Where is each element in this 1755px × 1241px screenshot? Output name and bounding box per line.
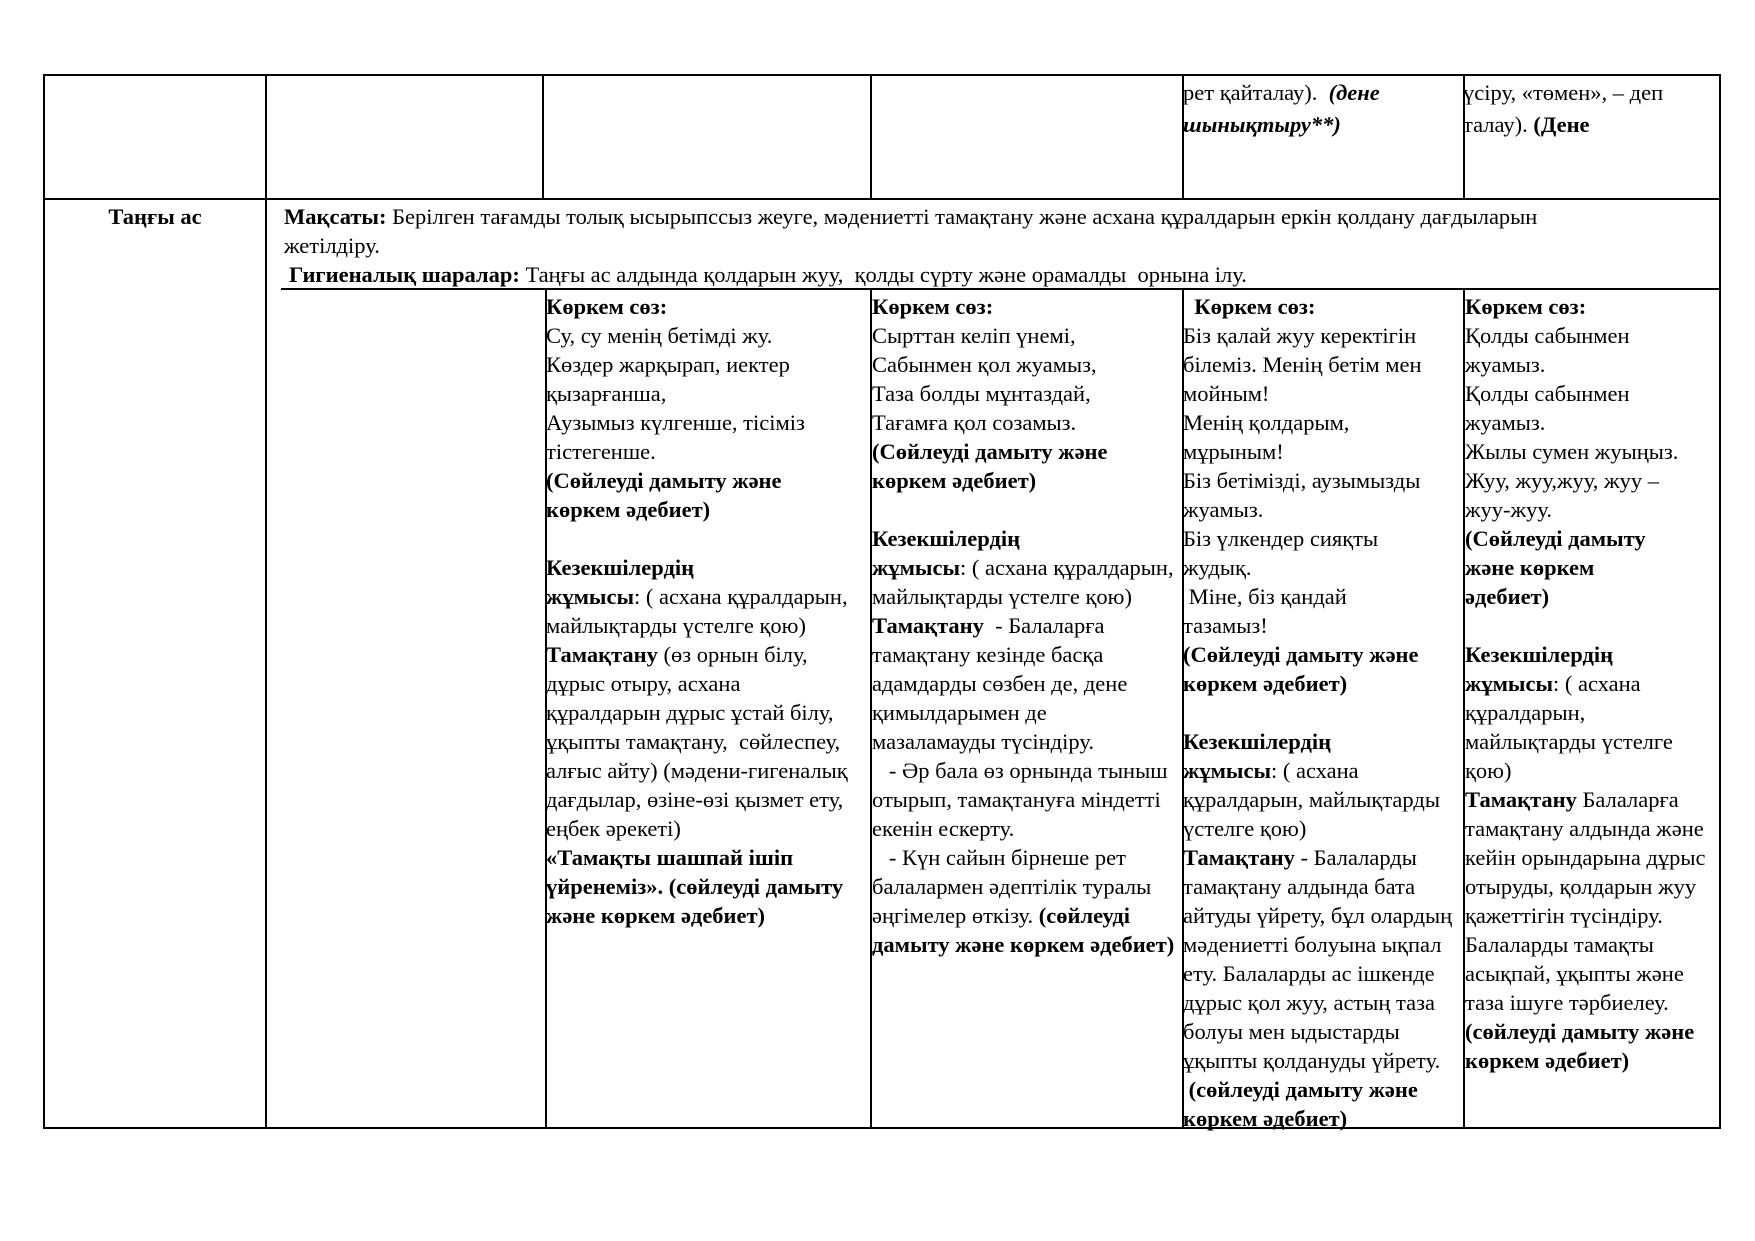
text-run: Таза болды мұнтаздай, [872, 381, 1091, 406]
cell-line [1183, 785, 1461, 814]
cell-line [1465, 292, 1718, 321]
cell-line [1465, 669, 1718, 698]
cell-line [1183, 843, 1461, 872]
text-run: үсіру, «төмен», – деп [1463, 80, 1664, 105]
cell-line [1183, 930, 1461, 959]
text-run: отырып, тамақтануға міндетті [872, 787, 1161, 812]
text-run: Балаларды тамақты [1465, 932, 1654, 957]
text-run: білеміз. Менің бетім мен [1183, 352, 1422, 377]
text-run: әдебиет) [1465, 584, 1550, 609]
text-run: және көркем әдебиет) [546, 903, 766, 928]
cell-line [546, 495, 868, 524]
cell-line [1183, 292, 1461, 321]
text-run: жудық. [1183, 555, 1252, 580]
cell-line [1183, 611, 1461, 640]
text-run: Тамақтану [546, 642, 658, 667]
cell-line [546, 640, 868, 669]
text-run: Біз бетімізді, аузымызды [1183, 468, 1421, 493]
text-run: Кезекшілердің [1183, 729, 1332, 754]
cell-line [1183, 1017, 1461, 1046]
text-run: (Сөйлеуді дамыту және [546, 468, 782, 493]
text-run: тістегенше. [546, 439, 656, 464]
text-run: Тамақтану [1183, 845, 1295, 870]
cell-line [546, 814, 868, 843]
day-cell-col6 [1465, 292, 1718, 1075]
cell-line [1465, 814, 1718, 843]
cell-line [1465, 437, 1718, 466]
text-run: Балаларға [1576, 787, 1679, 812]
cell-line [1465, 988, 1718, 1017]
text-run: (Сөйлеуді дамыту және [1183, 642, 1419, 667]
text-run: және көркем [1465, 555, 1595, 580]
text-run: қызарғанша, [546, 381, 667, 406]
text-run: балалармен әдептілік туралы [872, 874, 1152, 899]
cell-line [546, 901, 868, 930]
text-run: Тамақтану [1465, 787, 1577, 812]
text-run: Тағамға қол созамыз. [872, 410, 1077, 435]
text-run: (сөйлеуді дамыту және [1183, 1077, 1418, 1102]
text-run: отыруды, қолдарын жуу [1465, 874, 1697, 899]
text-run: (Дене [1533, 112, 1590, 137]
cell-line [872, 350, 1180, 379]
text-run: Сабынмен қол жуамыз, [872, 352, 1097, 377]
cell-line [1183, 77, 1460, 109]
cell-line [872, 901, 1180, 930]
cell-line [1465, 872, 1718, 901]
text-run: Біз қалай жуу керектігін [1183, 323, 1417, 348]
cell-line [872, 611, 1180, 640]
text-run: - Әр бала өз орнында тыныш [872, 758, 1168, 783]
cell-line [872, 727, 1180, 756]
text-run: Көркем сөз: [872, 294, 994, 319]
cell-line [1465, 959, 1718, 988]
text-run: адамдарды сөзбен де, дене [872, 671, 1128, 696]
text-run: көркем әдебиет) [546, 497, 711, 522]
text-run: талау). [1463, 112, 1534, 137]
cell-line [1465, 1046, 1718, 1075]
cell-line [1465, 408, 1718, 437]
text-run: қою) [1465, 758, 1512, 783]
cell-line [546, 437, 868, 466]
cell-line [1463, 77, 1717, 109]
cell-line [546, 843, 868, 872]
top-row-cell-col5 [1183, 77, 1460, 141]
cell-line [1183, 582, 1461, 611]
text-run: Кезекшілердің [1465, 642, 1614, 667]
cell-line [546, 785, 868, 814]
text-run: дағдылар, өзіне-өзі қызмет ету, [546, 787, 844, 812]
cell-line [872, 756, 1180, 785]
text-run: Менің қолдарым, [1183, 410, 1350, 435]
column-divider-3 [870, 74, 872, 199]
text-run: екенін ескерту. [872, 816, 1015, 841]
cell-line [872, 669, 1180, 698]
text-run: майлықтарды үстелге қою) [872, 584, 1132, 609]
cell-line [1183, 901, 1461, 930]
cell-line [1465, 379, 1718, 408]
goal-label: Мақсаты: [284, 204, 387, 229]
text-run: : ( асхана құралдарын, [634, 584, 848, 609]
cell-line [1183, 988, 1461, 1017]
cell-line [872, 698, 1180, 727]
text-run: Қолды сабынмен [1465, 323, 1630, 348]
text-run: Сырттан келіп үнемі, [872, 323, 1076, 348]
text-run: мойным! [1183, 381, 1270, 406]
cell-line [1183, 756, 1461, 785]
text-run: Біз үлкендер сияқты [1183, 526, 1379, 551]
text-run: (сөйлеуді дамыту және [1465, 1019, 1695, 1044]
cell-line [1183, 669, 1461, 698]
text-run: үйренеміз». (сөйлеуді дамыту [546, 874, 844, 899]
cell-line [1465, 495, 1718, 524]
cell-line [1183, 109, 1460, 141]
cell-line [872, 785, 1180, 814]
text-run: көркем әдебиет) [1465, 1048, 1630, 1073]
text-run: ұқыпты қолдануды үйрету. [1183, 1048, 1441, 1073]
cell-line [546, 408, 868, 437]
text-run: қажеттігін түсіндіру. [1465, 903, 1663, 928]
cell-line [1465, 901, 1718, 930]
text-run: жұмысы [1465, 671, 1554, 696]
cell-line [872, 814, 1180, 843]
cell-line [546, 321, 868, 350]
cell-line [1183, 466, 1461, 495]
hygiene-text: Таңғы ас алдында қолдарын жуу, қолды сүрту және орамалды орнына ілу. [519, 262, 1247, 287]
column-divider-2 [542, 74, 544, 199]
cell-line [1183, 640, 1461, 669]
cell-line [1463, 109, 1717, 141]
cell-line [1465, 553, 1718, 582]
cell-line [1465, 582, 1718, 611]
cell-line [1465, 930, 1718, 959]
cell-line [1465, 524, 1718, 553]
cell-line [872, 930, 1180, 959]
text-run: (дене [1328, 80, 1380, 105]
text-run: Жылы сумен жуыңыз. [1465, 439, 1679, 464]
day-cell-col5 [1183, 292, 1461, 1133]
text-run: : ( асхана [1553, 671, 1641, 696]
top-row-cell-col6 [1463, 77, 1717, 141]
cell-line [546, 292, 868, 321]
text-run: майлықтарды үстелге [1465, 729, 1673, 754]
text-run: көркем әдебиет) [1183, 1106, 1348, 1131]
cell-line [546, 582, 868, 611]
cell-line [546, 669, 868, 698]
cell-line [1465, 350, 1718, 379]
cell-line [1183, 553, 1461, 582]
text-run: құралдарын дұрыс ұстай білу, [546, 700, 834, 725]
cell-line [1183, 524, 1461, 553]
text-run: Аузымыз күлгенше, тісіміз [546, 410, 805, 435]
text-run: Кезекшілердің [872, 526, 1021, 551]
table-top-border [43, 74, 1721, 76]
cell-line [1465, 727, 1718, 756]
cell-line [1183, 872, 1461, 901]
text-run: әңгімелер өткізу. [872, 903, 1039, 928]
text-run: жұмысы [546, 584, 635, 609]
day-cell-col4 [872, 292, 1180, 959]
text-run: Кезекшілердің [546, 555, 695, 580]
text-run: асықпай, ұқыпты және [1465, 961, 1684, 986]
cell-line [1183, 495, 1461, 524]
text-run: жұмысы [872, 555, 961, 580]
day-cell-col3 [546, 292, 868, 930]
text-run: жуамыз. [1183, 497, 1264, 522]
text-run: ұқыпты тамақтану, сөйлеспеу, [546, 729, 841, 754]
cell-line [1183, 814, 1461, 843]
text-run: «Тамақты шашпай ішіп [546, 845, 794, 870]
table-bottom-border [43, 1127, 1721, 1129]
text-run: Көркем сөз: [1183, 294, 1316, 319]
text-run: Міне, біз қандай [1183, 584, 1347, 609]
text-run: (сөйлеуді [1038, 903, 1130, 928]
goal-line [284, 202, 1718, 231]
text-run: Көздер жарқырап, иектер [546, 352, 790, 377]
cell-line [546, 350, 868, 379]
table-left-border [43, 74, 45, 1129]
cell-line [1183, 408, 1461, 437]
text-run: Көркем сөз: [546, 294, 668, 319]
text-run: көркем әдебиет) [1183, 671, 1348, 696]
text-run: Тамақтану [872, 613, 984, 638]
cell-line [1183, 437, 1461, 466]
cell-line [872, 466, 1180, 495]
text-run: дамыту және көркем әдебиет) [872, 932, 1175, 957]
cell-line [546, 727, 868, 756]
cell-line [872, 321, 1180, 350]
text-run: майлықтарды үстелге қою) [546, 613, 806, 638]
cell-line [1183, 321, 1461, 350]
text-run: тамақтану алдында және [1465, 816, 1704, 841]
text-run: үстелге қою) [1183, 816, 1307, 841]
column-divider-1 [265, 74, 267, 1129]
cell-line [546, 611, 868, 640]
cell-line [1465, 1017, 1718, 1046]
text-run: таза ішуге тәрбиелеу. [1465, 990, 1669, 1015]
text-run: : ( асхана [1271, 758, 1359, 783]
text-run: Су, су менің бетімді жу. [546, 323, 773, 348]
cell-line [1183, 1075, 1461, 1104]
text-run: кейін орындарына дұрыс [1465, 845, 1706, 870]
cell-line [1465, 640, 1718, 669]
cell-line [872, 843, 1180, 872]
text-run: жұмысы [1183, 758, 1272, 783]
text-run: жуамыз. [1465, 410, 1546, 435]
cell-line [1183, 959, 1461, 988]
cell-line [546, 698, 868, 727]
text-run: (өз орнын білу, [657, 642, 808, 667]
goal-block [284, 202, 1718, 289]
hygiene-line [284, 260, 1718, 289]
row-divider [43, 198, 1721, 200]
text-run: мұрыным! [1183, 439, 1284, 464]
cell-line [546, 466, 868, 495]
cell-line [1183, 350, 1461, 379]
row-label-breakfast: Таңғы ас [108, 204, 202, 229]
text-run: мәдениетті болуына ықпал [1183, 932, 1442, 957]
cell-line [872, 379, 1180, 408]
cell-line [1183, 727, 1461, 756]
text-run: тамақтану алдында бата [1183, 874, 1416, 899]
text-run: қимылдарымен де [872, 700, 1047, 725]
text-run: жуамыз. [1465, 352, 1546, 377]
cell-line [1183, 1104, 1461, 1133]
cell-line [872, 524, 1180, 553]
text-run: (Сөйлеуді дамыту және [872, 439, 1108, 464]
cell-line [546, 553, 868, 582]
text-run: рет қайталау). [1183, 80, 1329, 105]
text-run: көркем әдебиет) [872, 468, 1037, 493]
cell-line [872, 437, 1180, 466]
text-run: құралдарын, [1465, 700, 1586, 725]
cell-line [1183, 1046, 1461, 1075]
cell-line [1183, 698, 1461, 727]
text-run: ету. Балаларды ас ішкенде [1183, 961, 1435, 986]
text-run: айтуды үйрету, бұл олардың [1183, 903, 1453, 928]
cell-line [872, 640, 1180, 669]
text-run: еңбек әрекеті) [546, 816, 681, 841]
text-run: дұрыс қол жуу, астың таза [1183, 990, 1436, 1015]
text-run: Көркем сөз: [1465, 294, 1587, 319]
text-run: (Сөйлеуді дамыту [1465, 526, 1646, 551]
table-right-border [1719, 74, 1721, 1129]
cell-line [872, 553, 1180, 582]
text-run: мазаламауды түсіндіру. [872, 729, 1094, 754]
text-run: - Балаларды [1294, 845, 1417, 870]
cell-line [1465, 843, 1718, 872]
text-run: : ( асхана құралдарын, [960, 555, 1174, 580]
text-run: тамақтану кезінде басқа [872, 642, 1104, 667]
cell-line [1465, 756, 1718, 785]
cell-line [1183, 379, 1461, 408]
goal-text-cont: жетілдіру. [284, 233, 380, 258]
text-run: болуы мен ыдыстарды [1183, 1019, 1400, 1044]
hygiene-label: Гигиеналық шаралар: [289, 262, 520, 287]
cell-line [1465, 785, 1718, 814]
text-run: шынықтыру**) [1183, 112, 1341, 137]
text-run: тазамыз! [1183, 613, 1268, 638]
cell-line [872, 582, 1180, 611]
text-run: құралдарын, майлықтарды [1183, 787, 1440, 812]
cell-line [546, 379, 868, 408]
cell-line [546, 524, 868, 553]
text-run: Қолды сабынмен [1465, 381, 1630, 406]
text-run: - Балаларға [983, 613, 1105, 638]
cell-line [872, 872, 1180, 901]
cell-line [1465, 321, 1718, 350]
text-run: алғыс айту) (мәдени-гигеналық [546, 758, 848, 783]
text-run: жуу-жуу. [1465, 497, 1552, 522]
text-run: - Күн сайын бірнеше рет [872, 845, 1126, 870]
cell-line [546, 756, 868, 785]
cell-line [1465, 698, 1718, 727]
cell-line [1465, 611, 1718, 640]
cell-line [872, 292, 1180, 321]
cell-line [546, 872, 868, 901]
text-run: дұрыс отыру, асхана [546, 671, 741, 696]
text-run: Жуу, жуу,жуу, жуу – [1465, 468, 1659, 493]
goal-text: Берілген тағамды толық ысырыпссыз жеуге, мәдениетті тамақтану және асхана құралдарын еркін қолдану дағдыларын [386, 204, 1538, 229]
cell-line [872, 408, 1180, 437]
cell-line [1465, 466, 1718, 495]
cell-line [872, 495, 1180, 524]
